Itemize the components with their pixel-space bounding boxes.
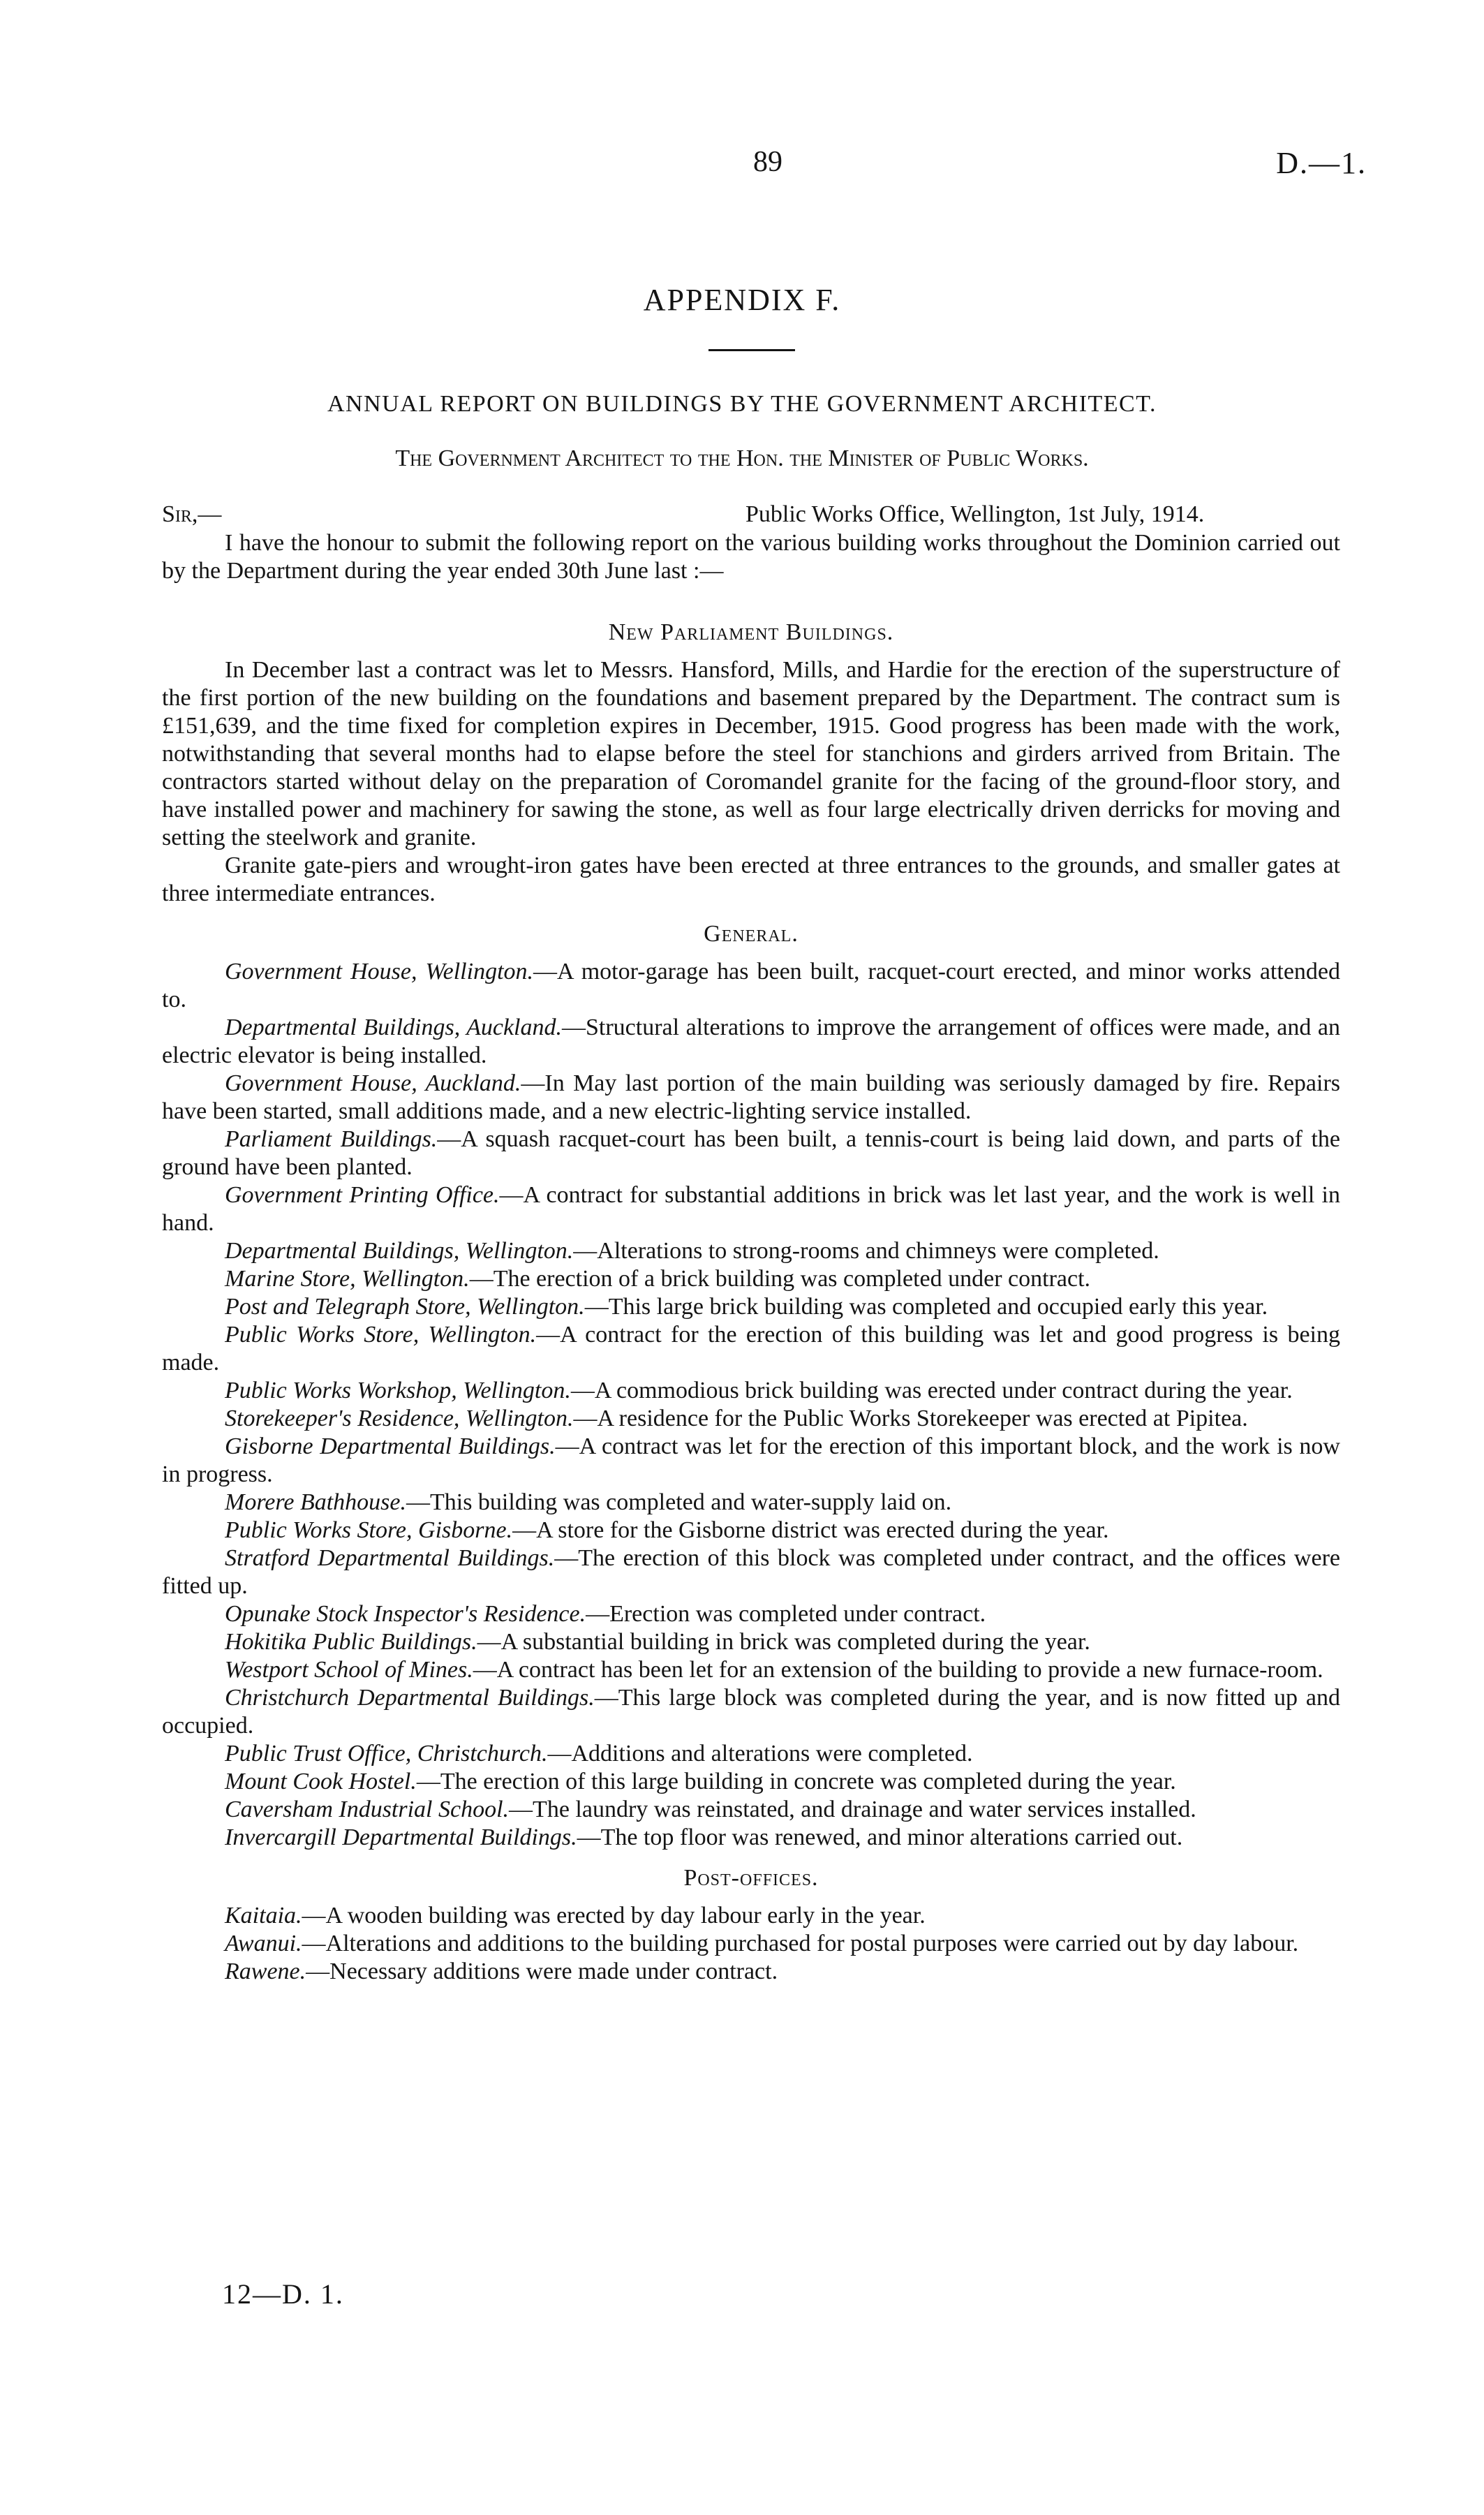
item-text: —A squash racquet-court has been built, a tennis-court is being laid down, and parts of the ground have been planted. [162, 1126, 1340, 1180]
item-text: —A contract for substantial additions in brick was let last year, and the work is well in hand. [162, 1182, 1340, 1236]
item-title: Awanui. [225, 1931, 302, 1956]
report-item [162, 1958, 1340, 1986]
report-item [162, 1265, 1340, 1293]
item-title: Post and Telegraph Store, Wellington. [225, 1294, 585, 1320]
item-text: —A wooden building was erected by day labour early in the year. [302, 1903, 926, 1928]
report-item [162, 1740, 1340, 1768]
report-item [162, 1902, 1340, 1930]
report-item [162, 1405, 1340, 1433]
report-title: ANNUAL REPORT ON BUILDINGS BY THE GOVERNMENT ARCHITECT. [327, 391, 1157, 417]
item-title: Parliament Buildings. [225, 1126, 438, 1152]
report-item [162, 1489, 1340, 1517]
item-title: Government Printing Office. [225, 1182, 500, 1208]
item-text: —Alterations to strong-rooms and chimneys were completed. [573, 1238, 1159, 1264]
item-title: Stratford Departmental Buildings. [225, 1545, 555, 1571]
item-text: —The erection of this block was completed under contract, and the offices were fitted up. [162, 1545, 1340, 1599]
report-body [162, 606, 1340, 1986]
item-text: —This large brick building was completed and occupied early this year. [584, 1294, 1268, 1320]
item-text: —A substantial building in brick was completed during the year. [477, 1629, 1090, 1655]
report-item [162, 1377, 1340, 1405]
item-title: Christchurch Departmental Buildings. [225, 1685, 595, 1711]
item-title: Morere Bathhouse. [225, 1489, 406, 1515]
item-text: —This large block was completed during the year, and is now fitted up and occupied. [162, 1685, 1340, 1739]
report-item [162, 1014, 1340, 1070]
parliament-paragraph-1: In December last a contract was let to Messrs. Hansford, Mills, and Hardie for the erection of the superstructure of the first portion of the new building on the foundations and basement prepared by the Department. The contract sum is £151,639, and the time fixed for completion expires in December, 1915. Good progress has been made with the work, notwithstanding that several months had to elapse before the steel for stanchions and girders arrived from Britain. The contractors started without delay on the preparation of Coromandel granite for the facing of the ground-floor story, and have installed power and machinery for sawing the stone, as well as four large electrically driven derricks for moving and setting the steelwork and granite. [162, 657, 1340, 850]
item-text: —Alterations and additions to the building purchased for postal purposes were carried out by day labour. [302, 1931, 1299, 1956]
item-title: Storekeeper's Residence, Wellington. [225, 1406, 574, 1431]
report-item [162, 1628, 1340, 1656]
report-item [162, 1824, 1340, 1852]
report-item [162, 1656, 1340, 1684]
appendix-title: APPENDIX F. [643, 283, 841, 317]
salutation: Sir,— [162, 501, 222, 527]
item-title: Public Works Workshop, Wellington. [225, 1378, 571, 1403]
item-title: Gisborne Departmental Buildings. [225, 1433, 556, 1459]
intro-paragraph-block [162, 529, 1340, 585]
section-heading-post-offices: Post-offices. [683, 1865, 819, 1891]
item-text: —A commodious brick building was erected under contract during the year. [570, 1378, 1293, 1403]
item-title: Government House, Wellington. [225, 959, 534, 984]
item-text: —Structural alterations to improve the arrangement of offices were made, and an electric elevator is being installed. [162, 1015, 1340, 1068]
report-item [162, 1070, 1340, 1126]
report-item [162, 1684, 1340, 1740]
title-rule [708, 349, 795, 351]
item-text: —A residence for the Public Works Storekeeper was erected at Pipitea. [573, 1406, 1248, 1431]
report-item [162, 1930, 1340, 1958]
report-item [162, 1796, 1340, 1824]
item-title: Caversham Industrial School. [225, 1797, 510, 1822]
item-title: Opunake Stock Inspector's Residence. [225, 1601, 586, 1627]
page-number: 89 [753, 146, 782, 178]
report-item [162, 1544, 1340, 1600]
item-text: —The laundry was reinstated, and drainage and water services installed. [509, 1797, 1196, 1822]
item-title: Departmental Buildings, Wellington. [225, 1238, 574, 1264]
item-title: Invercargill Departmental Buildings. [225, 1824, 577, 1850]
item-text: —Erection was completed under contract. [586, 1601, 986, 1627]
item-title: Mount Cook Hostel. [225, 1769, 417, 1794]
parliament-paragraph-2: Granite gate-piers and wrought-iron gates have been erected at three entrances to the grounds, and smaller gates at three intermediate entrances. [162, 853, 1340, 906]
report-item [162, 1433, 1340, 1489]
addressed-line: The Government Architect to the Hon. the Minister of Public Works. [395, 445, 1089, 471]
item-text: —A contract for the erection of this building was let and good progress is being made. [162, 1322, 1340, 1375]
item-title: Public Works Store, Wellington. [225, 1322, 537, 1348]
item-title: Rawene. [225, 1959, 306, 1984]
report-item [162, 1768, 1340, 1796]
item-text: —A contract was let for the erection of this important block, and the work is now in progress. [162, 1433, 1340, 1487]
section-heading-general: General. [704, 921, 799, 947]
item-text: —Additions and alterations were completed. [547, 1741, 973, 1767]
item-title: Hokitika Public Buildings. [225, 1629, 477, 1655]
item-text: —A motor-garage has been built, racquet-court erected, and minor works attended to. [162, 959, 1341, 1012]
item-title: Westport School of Mines. [225, 1657, 473, 1683]
item-text: —Necessary additions were made under contract. [306, 1959, 778, 1984]
report-item [162, 1126, 1340, 1181]
item-text: —A store for the Gisborne district was erected during the year. [512, 1517, 1109, 1543]
report-item [162, 1600, 1340, 1628]
intro-paragraph: I have the honour to submit the following report on the various building works throughout the Dominion carried out by the Department during the year ended 30th June last :— [162, 530, 1340, 584]
item-title: Marine Store, Wellington. [225, 1266, 470, 1292]
item-title: Departmental Buildings, Auckland. [225, 1015, 562, 1040]
report-item [162, 1237, 1340, 1265]
report-item [162, 1517, 1340, 1544]
item-text: —In May last portion of the main building was seriously damaged by fire. Repairs have been started, small additions made, and a new electric-lighting service installed. [162, 1070, 1340, 1124]
dateline: Public Works Office, Wellington, 1st July, 1914. [745, 501, 1205, 527]
document-reference: D.—1. [1276, 146, 1367, 180]
item-title: Kaitaia. [225, 1903, 302, 1928]
item-text: —This building was completed and water-supply laid on. [406, 1489, 952, 1515]
report-item [162, 1181, 1340, 1237]
footer-signature: 12—D. 1. [222, 2278, 344, 2310]
item-title: Public Trust Office, Christchurch. [225, 1741, 548, 1767]
section-heading-parliament: New Parliament Buildings. [608, 619, 894, 645]
item-text: —The erection of a brick building was completed under contract. [469, 1266, 1091, 1292]
item-title: Public Works Store, Gisborne. [225, 1517, 513, 1543]
item-title: Government House, Auckland. [225, 1070, 521, 1096]
report-item [162, 1321, 1340, 1377]
report-item [162, 1293, 1340, 1321]
item-text: —A contract has been let for an extension of the building to provide a new furnace-room. [473, 1657, 1323, 1683]
item-text: —The erection of this large building in concrete was completed during the year. [416, 1769, 1176, 1794]
item-text: —The top floor was renewed, and minor alterations carried out. [577, 1824, 1183, 1850]
report-item [162, 958, 1340, 1014]
